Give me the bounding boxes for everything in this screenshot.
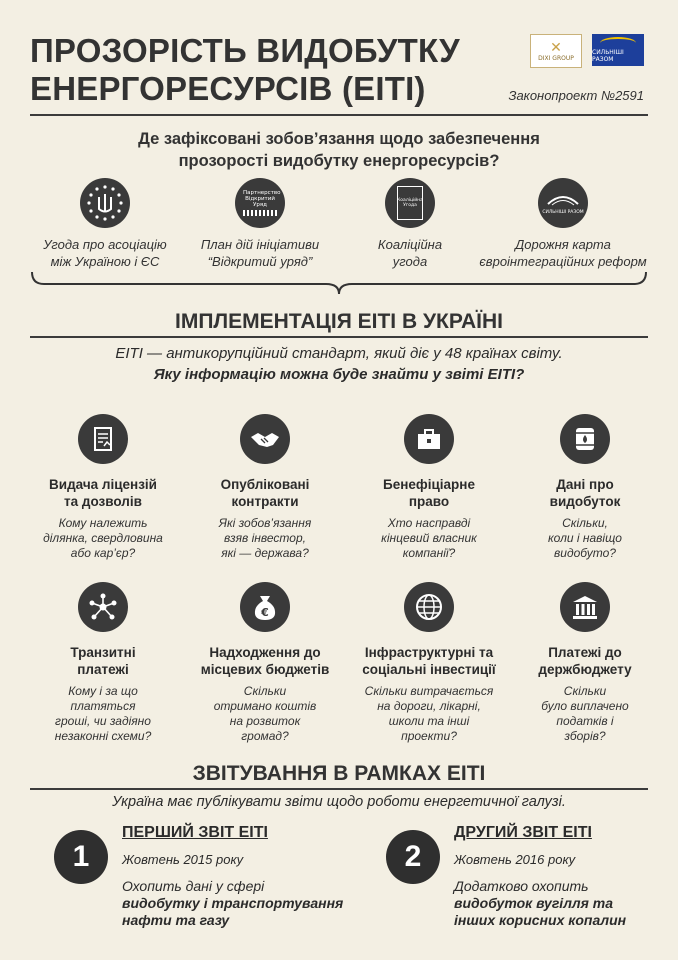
coalition-book-icon (385, 178, 435, 228)
feature-title-1: Надходження до (209, 645, 321, 660)
doc-open-government (180, 178, 340, 270)
report-date: Жовтень 2016 року (454, 852, 576, 867)
feature-infrastructure-investments (354, 582, 504, 744)
report-desc-line: Охопить дані у сфері (122, 878, 265, 894)
feature-title-1: Бенефіціарне (383, 477, 475, 492)
feature-desc-line: громад? (241, 729, 289, 743)
feature-desc-line: Хто насправді (387, 516, 471, 530)
feature-title-1: Опубліковані (220, 477, 310, 492)
reporting-heading (0, 762, 678, 786)
doc-association-agreement (30, 178, 180, 270)
feature-title-1: Дані про (556, 477, 614, 492)
report-number: 1 (54, 830, 108, 884)
report-desc-line: Додатково охопить (454, 878, 589, 894)
heading-part-a: ЗВІТУВАННЯ В РАМКАХ (192, 762, 447, 785)
doc-label-line-2: євроінтеграційних реформ (479, 254, 647, 269)
doc-label-line-1: Коаліційна (377, 237, 443, 252)
feature-title-2: місцевих бюджетів (200, 662, 330, 677)
report-desc-line: видобутку і транспортування (122, 895, 344, 911)
feature-title-2: та дозволів (64, 494, 142, 509)
feature-title-1: Видача ліцензій (49, 477, 157, 492)
feature-desc-line: ділянка, свердловина (43, 531, 163, 545)
feature-desc-line: податків і (556, 714, 614, 728)
feature-desc-line: кінцевий власник (381, 531, 477, 545)
heading-part-a: ІМПЛЕМЕНТАЦІЯ (175, 310, 358, 333)
feature-desc-line: зборів? (564, 729, 606, 743)
feature-desc-line: школи та інші (388, 714, 470, 728)
intro-line-2: Яку інформацію можна буде знайти у звіті ЕІТІ? (153, 366, 525, 383)
sr-logo-label: СИЛЬНІШІ РАЗОМ (592, 49, 624, 63)
doc-label-line-2: “Відкритий уряд” (207, 254, 313, 269)
feature-desc-line: які — держава? (221, 546, 309, 560)
heading-part-c: В УКРАЇНІ (396, 310, 503, 333)
implementation-heading (0, 310, 678, 334)
feature-desc-line: Скільки (563, 684, 607, 698)
bill-number: Законопроект №2591 (508, 88, 644, 103)
report-date: Жовтень 2015 року (122, 852, 244, 867)
feature-transit-payments (28, 582, 178, 744)
feature-desc-line: на розвиток (229, 714, 301, 728)
feature-desc-line: платяться (70, 699, 136, 713)
feature-desc-line: Які зобов’язання (218, 516, 312, 530)
open-government-icon-text: Партнерство Відкритий Уряд (243, 190, 281, 208)
feature-title-1: Платежі до (548, 645, 622, 660)
feature-desc-line: було виплачено (541, 699, 629, 713)
header-divider (30, 114, 648, 116)
title-line-2: ЕНЕРГОРЕСУРСІВ (ЕІТІ) (30, 70, 426, 107)
grouping-brace (30, 270, 648, 296)
feature-desc-line: гроші, чи задіяно (55, 714, 151, 728)
report-description (122, 878, 382, 929)
stronger-together-icon (538, 178, 588, 228)
doc-label-line-2: між Україною і ЄС (50, 254, 160, 269)
feature-desc-line: отримано коштів (213, 699, 317, 713)
money-bag-icon (240, 582, 290, 632)
report-desc-line: видобуток вугілля та (454, 895, 613, 911)
commitments-question (0, 128, 678, 172)
feature-licenses (28, 414, 178, 561)
wave-icon (600, 37, 636, 49)
report-desc-line: інших корисних копалин (454, 912, 627, 928)
feature-desc-line: компанії? (402, 546, 456, 560)
report-title: ПЕРШИЙ ЗВІТ ЕІТІ (122, 824, 268, 841)
reporting-subtitle: Україна має публікувати звіти щодо роботи енергетичної галузі. (112, 794, 566, 810)
feature-desc-line: Кому належить (58, 516, 148, 530)
handshake-icon (240, 414, 290, 464)
stronger-together-icon-text: СИЛЬНІШІ РАЗОМ (542, 210, 584, 215)
title-line-1: ПРОЗОРІСТЬ ВИДОБУТКУ (30, 32, 460, 69)
feature-title-2: право (408, 494, 450, 509)
doc-label-line-2: угода (392, 254, 428, 269)
feature-title-2: платежі (77, 662, 129, 677)
heading-part-b: ЕІТІ (446, 762, 486, 785)
stripes-decoration (243, 210, 277, 216)
feature-desc-line: проекти? (401, 729, 457, 743)
doc-coalition-agreement (350, 178, 470, 270)
feature-desc-line: коли і навіщо (548, 531, 622, 545)
globe-icon (404, 582, 454, 632)
implementation-divider (30, 336, 648, 338)
doc-label-line-1: Угода про асоціацію (43, 237, 167, 252)
feature-title-1: Транзитні (70, 645, 136, 660)
feature-title-1: Інфраструктурні та (364, 645, 494, 660)
feature-desc-line: Скільки витрачається (364, 684, 494, 698)
doc-eu-roadmap (478, 178, 648, 270)
heading-part-b: ЕІТІ (357, 310, 397, 333)
dixi-x-icon: ✕ (550, 39, 562, 56)
eu-ukraine-icon (80, 178, 130, 228)
intro-line-1: ЕІТІ — антикорупційний стандарт, який діє у 48 країнах світу. (115, 345, 563, 362)
feature-state-budget-payments (510, 582, 660, 744)
svg-text:€: € (261, 606, 269, 619)
feature-title-2: соціальні інвестиції (362, 662, 496, 677)
coalition-book-text: Коаліційна Угода (397, 198, 423, 208)
network-icon (78, 582, 128, 632)
feature-desc-line: взяв інвестор, (224, 531, 306, 545)
feature-desc-line: на дороги, лікарні, (377, 699, 481, 713)
feature-contracts (190, 414, 340, 561)
bank-building-icon (560, 582, 610, 632)
report-desc-line: нафти та газу (122, 912, 230, 928)
report-description (454, 878, 674, 929)
feature-desc-line: Скільки (243, 684, 287, 698)
feature-local-budgets (190, 582, 340, 744)
feature-desc-line: видобуто? (554, 546, 616, 560)
feature-extraction-data (510, 414, 660, 561)
feature-title-2: видобуток (549, 494, 621, 509)
page-title (30, 32, 470, 108)
open-government-icon (235, 178, 285, 228)
oil-barrel-icon (560, 414, 610, 464)
license-document-icon (78, 414, 128, 464)
dixi-group-logo (530, 34, 582, 68)
feature-beneficial-ownership (354, 414, 504, 561)
feature-title-2: держбюджету (538, 662, 632, 677)
feature-desc-line: або кар’єр? (70, 546, 136, 560)
feature-desc-line: Скільки, (562, 516, 608, 530)
feature-desc-line: незаконні схеми? (54, 729, 152, 743)
report-title: ДРУГИЙ ЗВІТ ЕІТІ (454, 824, 592, 841)
doc-label-line-1: План дій ініціативи (200, 237, 320, 252)
dixi-logo-label: DIXI GROUP (538, 54, 574, 62)
report-number: 2 (386, 830, 440, 884)
reporting-divider (30, 788, 648, 790)
stronger-together-logo (592, 34, 644, 66)
briefcase-icon (404, 414, 454, 464)
feature-title-2: контракти (231, 494, 299, 509)
question-line-1: Де зафіксовані зобов’язання щодо забезпечення (138, 130, 540, 148)
doc-label-line-1: Дорожня карта (515, 237, 611, 252)
feature-desc-line: Кому і за що (68, 684, 138, 698)
implementation-intro (0, 343, 678, 385)
question-line-2: прозорості видобутку енергоресурсів? (178, 152, 500, 170)
